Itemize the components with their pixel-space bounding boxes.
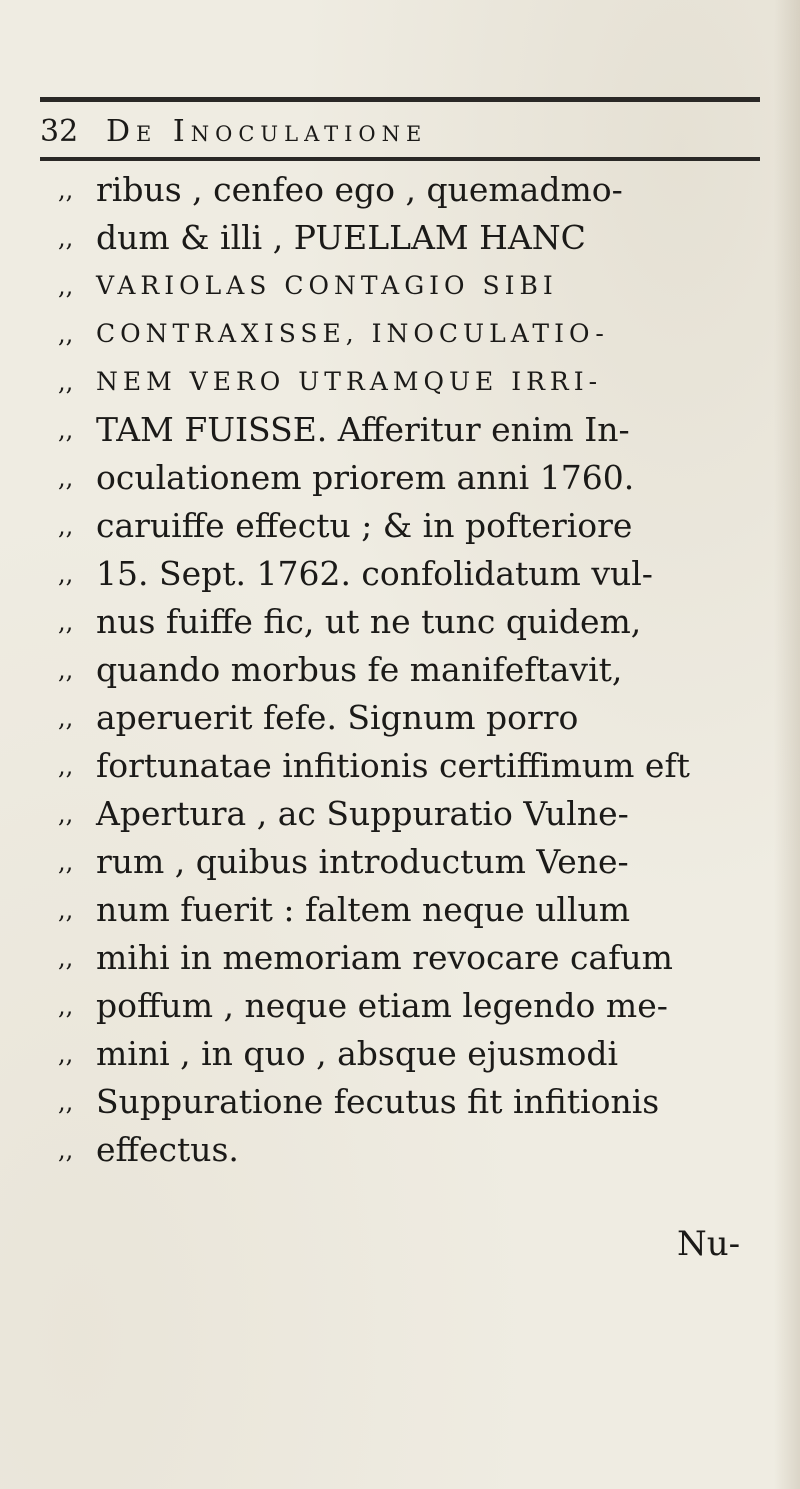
text-line [58, 838, 778, 886]
quote-mark: ,, [58, 512, 74, 540]
text-line [58, 598, 778, 646]
quote-mark: ,, [58, 992, 74, 1020]
text-line [58, 982, 778, 1030]
page-number: 32 [40, 114, 79, 149]
quote-mark: ,, [58, 464, 74, 492]
text-line [58, 646, 778, 694]
text-line [58, 406, 778, 454]
line-text: aperuerit fefe. Signum porro [96, 698, 579, 737]
quote-mark: ,, [58, 896, 74, 924]
catchword: Nu- [677, 1224, 741, 1264]
text-line [58, 454, 778, 502]
text-line [58, 790, 778, 838]
quote-mark: ,, [58, 1136, 74, 1164]
header-rule [40, 157, 760, 161]
line-text: 15. Sept. 1762. confolidatum vul- [96, 554, 653, 593]
line-text: CONTRAXISSE, INOCULATIO- [96, 319, 609, 348]
line-text: NEM VERO UTRAMQUE IRRI- [96, 367, 603, 396]
line-text: Apertura , ac Suppuratio Vulne- [96, 794, 629, 833]
quote-mark: ,, [58, 224, 74, 252]
text-line [58, 262, 778, 310]
line-text: mini , in quo , absque ejusmodi [96, 1034, 619, 1073]
quote-mark: ,, [58, 1088, 74, 1116]
quote-mark: ,, [58, 176, 74, 204]
top-rule [40, 97, 760, 102]
line-text: fortunatae infitionis certiffimum eft [96, 746, 690, 785]
text-line [58, 166, 778, 214]
text-line [58, 742, 778, 790]
line-text: num fuerit : faltem neque ullum [96, 890, 631, 929]
line-text: quando morbus fe manifeftavit, [96, 650, 623, 689]
line-text: rum , quibus introductum Vene- [96, 842, 629, 881]
line-text: effectus. [96, 1130, 239, 1169]
text-line [58, 934, 778, 982]
quote-mark: ,, [58, 560, 74, 588]
body-text [58, 166, 778, 1174]
line-text: Suppuratione fecutus fit infitionis [96, 1082, 660, 1121]
line-text: caruiffe effectu ; & in pofteriore [96, 506, 633, 545]
line-text: ribus , cenfeo ego , quemadmo- [96, 170, 623, 209]
text-line [58, 214, 778, 262]
text-line [58, 886, 778, 934]
quote-mark: ,, [58, 320, 74, 348]
quote-mark: ,, [58, 368, 74, 396]
line-text: VARIOLAS CONTAGIO SIBI [96, 271, 558, 300]
line-text: nus fuiffe fic, ut ne tunc quidem, [96, 602, 642, 641]
quote-mark: ,, [58, 272, 74, 300]
text-line [58, 1126, 778, 1174]
line-text: mihi in memoriam revocare cafum [96, 938, 673, 977]
line-text: dum & illi , PUELLAM HANC [96, 218, 586, 257]
quote-mark: ,, [58, 416, 74, 444]
quote-mark: ,, [58, 704, 74, 732]
quote-mark: ,, [58, 608, 74, 636]
running-title: De Inoculatione [106, 114, 428, 149]
line-text: TAM FUISSE. Afferitur enim In- [96, 410, 630, 449]
quote-mark: ,, [58, 1040, 74, 1068]
quote-mark: ,, [58, 656, 74, 684]
text-line [58, 550, 778, 598]
line-text: oculationem priorem anni 1760. [96, 458, 635, 497]
quote-mark: ,, [58, 944, 74, 972]
text-line [58, 694, 778, 742]
text-line [58, 358, 778, 406]
text-line [58, 502, 778, 550]
line-text: poffum , neque etiam legendo me- [96, 986, 668, 1025]
quote-mark: ,, [58, 752, 74, 780]
text-line [58, 1030, 778, 1078]
page-header [40, 112, 770, 156]
quote-mark: ,, [58, 800, 74, 828]
quote-mark: ,, [58, 848, 74, 876]
text-line [58, 1078, 778, 1126]
text-line [58, 310, 778, 358]
